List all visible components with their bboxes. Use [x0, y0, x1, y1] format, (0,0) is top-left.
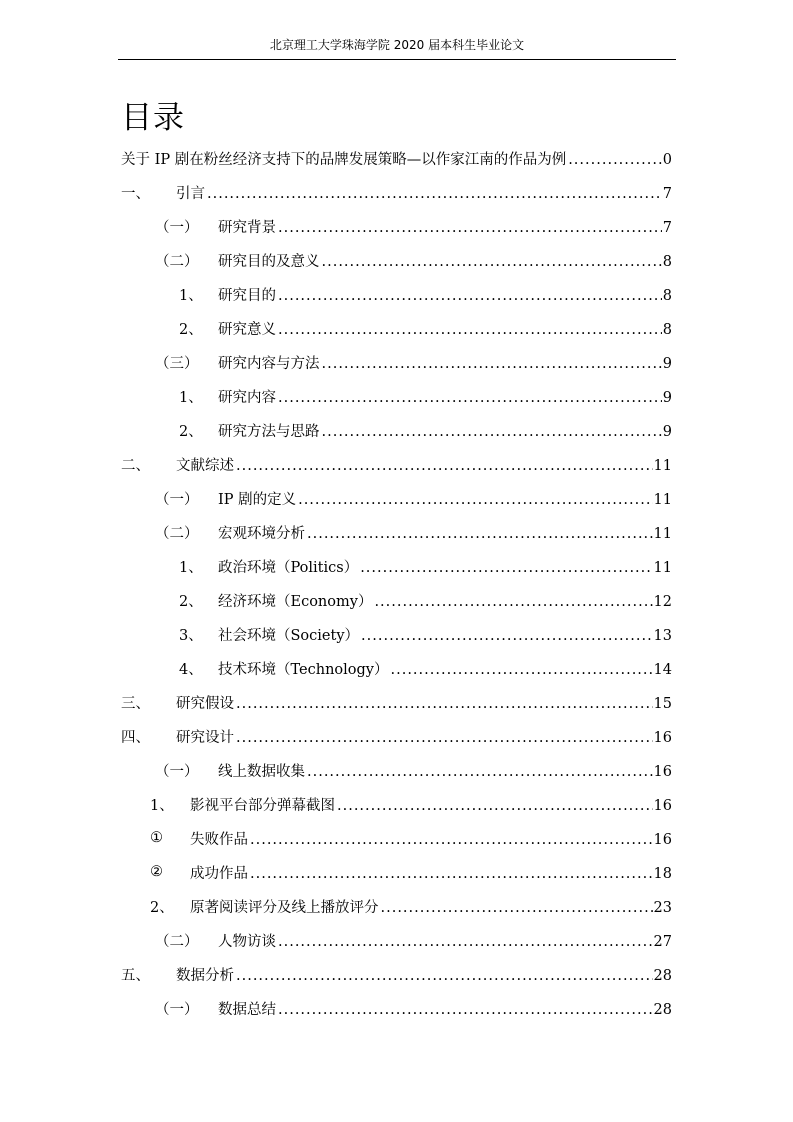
toc-entry-number: （一） — [155, 219, 199, 236]
toc-entry-number: 五、 — [121, 967, 150, 984]
toc-entry-number: ① — [150, 830, 163, 846]
toc-page-number: 0 — [662, 151, 672, 168]
toc-page-number: 12 — [653, 593, 672, 610]
toc-dot-leader — [278, 288, 662, 304]
toc-entry[interactable] — [0, 277, 793, 311]
toc-entry[interactable] — [0, 991, 793, 1025]
toc-entry[interactable] — [0, 957, 793, 991]
toc-entry-number: 四、 — [121, 729, 150, 746]
toc-entry-number: （一） — [155, 1001, 199, 1018]
toc-entry[interactable] — [0, 515, 793, 549]
toc-entry-title: 研究目的 — [218, 287, 276, 304]
toc-entry[interactable] — [0, 753, 793, 787]
toc-dot-leader — [278, 390, 662, 406]
toc-dot-leader — [322, 424, 662, 440]
toc-entry-title: 文献综述 — [176, 457, 234, 474]
toc-entry[interactable] — [0, 379, 793, 413]
toc-entry-number: （二） — [155, 253, 199, 270]
toc-page-number: 18 — [653, 865, 672, 882]
toc-page-number: 14 — [653, 661, 672, 678]
toc-page-number: 23 — [653, 899, 672, 916]
toc-entry[interactable] — [0, 821, 793, 855]
toc-entry-number: 3、 — [179, 627, 203, 644]
toc-entry[interactable] — [0, 549, 793, 583]
toc-entry-title: 影视平台部分弹幕截图 — [190, 797, 335, 814]
toc-entry-title: 经济环境（Economy） — [218, 593, 373, 610]
toc-dot-leader — [322, 254, 662, 270]
toc-entry-number: 1、 — [179, 287, 203, 304]
toc-dot-leader — [207, 186, 662, 202]
toc-entry[interactable] — [0, 889, 793, 923]
toc-page-number: 8 — [662, 287, 672, 304]
toc-dot-leader — [250, 866, 653, 882]
toc-entry-title: 研究方法与思路 — [218, 423, 320, 440]
toc-entry-number: 1、 — [179, 389, 203, 406]
toc-entry[interactable] — [0, 311, 793, 345]
toc-entry-number: 4、 — [179, 661, 203, 678]
toc-page-number: 11 — [653, 559, 672, 576]
toc-entry-number: （三） — [155, 355, 199, 372]
toc-entry-number: 1、 — [150, 797, 174, 814]
toc-entry-title: 宏观环境分析 — [218, 525, 305, 542]
toc-entry-number: 2、 — [150, 899, 174, 916]
toc-entry-title: 关于 IP 剧在粉丝经济支持下的品牌发展策略—以作家江南的作品为例 — [121, 151, 567, 168]
toc-entry-title: 人物访谈 — [218, 933, 276, 950]
toc-entry[interactable] — [0, 685, 793, 719]
toc-page-number: 13 — [653, 627, 672, 644]
toc-dot-leader — [568, 152, 662, 168]
toc-entry-title: 数据分析 — [176, 967, 234, 984]
toc-dot-leader — [307, 764, 653, 780]
toc-entry[interactable] — [0, 481, 793, 515]
toc-dot-leader — [278, 322, 662, 338]
toc-dot-leader — [381, 900, 653, 916]
toc-entry-number: ② — [150, 864, 163, 880]
toc-entry[interactable] — [0, 413, 793, 447]
toc-entry-title: 数据总结 — [218, 1001, 276, 1018]
toc-page-number: 8 — [662, 321, 672, 338]
toc-page-number: 9 — [662, 389, 672, 406]
page-header: 北京理工大学珠海学院 2020 届本科生毕业论文 — [269, 38, 525, 52]
toc-dot-leader — [361, 628, 653, 644]
toc-page-number: 16 — [653, 729, 672, 746]
toc-dot-leader — [322, 356, 662, 372]
toc-entry-title: 成功作品 — [190, 865, 248, 882]
toc-entry-title: 研究内容 — [218, 389, 276, 406]
toc-page-number: 7 — [662, 219, 672, 236]
toc-entry-title: 研究设计 — [176, 729, 234, 746]
toc-dot-leader — [250, 832, 653, 848]
table-of-contents — [0, 141, 793, 1025]
toc-page-number: 27 — [653, 933, 672, 950]
toc-entry-number: （二） — [155, 933, 199, 950]
toc-page-number: 11 — [653, 525, 672, 542]
toc-page-number: 16 — [653, 763, 672, 780]
toc-dot-leader — [360, 560, 652, 576]
toc-dot-leader — [236, 730, 653, 746]
toc-page-number: 16 — [653, 797, 672, 814]
toc-entry-number: 二、 — [121, 457, 150, 474]
toc-page-number: 9 — [662, 355, 672, 372]
toc-entry-title: 引言 — [176, 185, 205, 202]
toc-dot-leader — [391, 662, 653, 678]
toc-entry[interactable] — [0, 447, 793, 481]
toc-page-number: 11 — [653, 457, 672, 474]
toc-dot-leader — [278, 1002, 653, 1018]
toc-page-number: 16 — [653, 831, 672, 848]
toc-dot-leader — [236, 458, 653, 474]
toc-entry-number: 2、 — [179, 321, 203, 338]
toc-page-number: 8 — [662, 253, 672, 270]
toc-entry[interactable] — [0, 243, 793, 277]
toc-entry[interactable] — [0, 583, 793, 617]
toc-entry[interactable] — [0, 345, 793, 379]
toc-entry-title: 研究内容与方法 — [218, 355, 320, 372]
toc-dot-leader — [298, 492, 652, 508]
toc-entry-title: 研究背景 — [218, 219, 276, 236]
toc-dot-leader — [236, 696, 653, 712]
toc-dot-leader — [374, 594, 652, 610]
toc-entry-number: （一） — [155, 763, 199, 780]
toc-page-number: 11 — [653, 491, 672, 508]
toc-entry-title: 原著阅读评分及线上播放评分 — [190, 899, 379, 916]
toc-entry-title: 政治环境（Politics） — [218, 559, 359, 576]
toc-entry-title: 失败作品 — [190, 831, 248, 848]
toc-entry-number: 1、 — [179, 559, 203, 576]
toc-dot-leader — [337, 798, 653, 814]
toc-page-number: 28 — [653, 967, 672, 984]
toc-page-number: 7 — [662, 185, 672, 202]
toc-page-number: 9 — [662, 423, 672, 440]
toc-dot-leader — [236, 968, 653, 984]
toc-entry-number: 2、 — [179, 423, 203, 440]
toc-title: 目录 — [121, 100, 185, 136]
toc-page-number: 15 — [653, 695, 672, 712]
toc-entry-title: 技术环境（Technology） — [218, 661, 389, 678]
toc-entry-number: 三、 — [121, 695, 150, 712]
toc-entry[interactable] — [0, 141, 793, 175]
toc-entry[interactable] — [0, 923, 793, 957]
toc-dot-leader — [307, 526, 653, 542]
toc-entry-title: 线上数据收集 — [218, 763, 305, 780]
toc-entry[interactable] — [0, 209, 793, 243]
toc-entry-number: 一、 — [121, 185, 150, 202]
toc-dot-leader — [278, 220, 662, 236]
toc-entry[interactable] — [0, 175, 793, 209]
toc-page-number: 28 — [653, 1001, 672, 1018]
toc-entry[interactable] — [0, 855, 793, 889]
header-rule — [118, 59, 676, 60]
toc-entry[interactable] — [0, 617, 793, 651]
toc-entry-number: 2、 — [179, 593, 203, 610]
toc-dot-leader — [278, 934, 653, 950]
toc-entry-title: 研究假设 — [176, 695, 234, 712]
toc-entry[interactable] — [0, 651, 793, 685]
toc-entry-title: 社会环境（Society） — [218, 627, 360, 644]
toc-entry-title: 研究意义 — [218, 321, 276, 338]
toc-entry-number: （二） — [155, 525, 199, 542]
toc-entry-title: IP 剧的定义 — [218, 491, 297, 508]
toc-entry[interactable] — [0, 787, 793, 821]
toc-entry-number: （一） — [155, 491, 199, 508]
toc-entry-title: 研究目的及意义 — [218, 253, 320, 270]
toc-entry[interactable] — [0, 719, 793, 753]
